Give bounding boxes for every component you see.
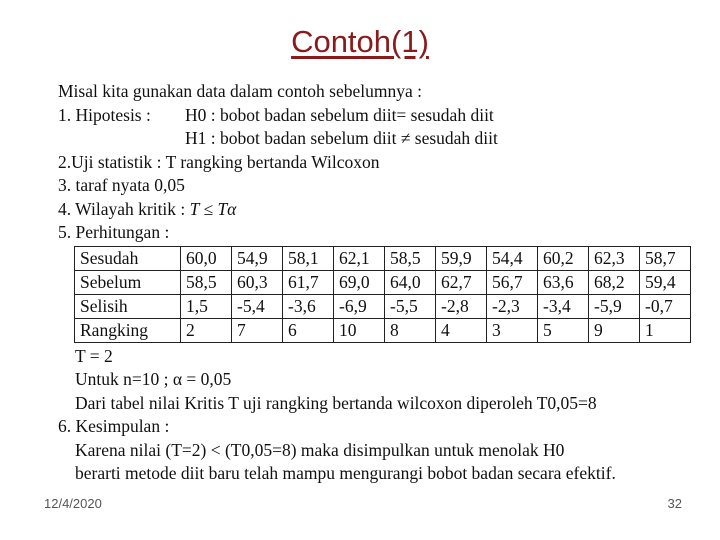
table-cell: 62,1: [334, 246, 385, 270]
wilayah-kritik-label: 4. Wilayah kritik :: [58, 198, 186, 219]
table-row: [75, 294, 691, 318]
table-cell: 58,5: [385, 246, 436, 270]
conclusion-line-1: Karena nilai (T=2) < (T0,05=8) maka disimpulkan untuk menolak H0: [75, 439, 565, 460]
table-cell: 64,0: [385, 270, 436, 294]
table-cell: 10: [334, 318, 385, 342]
table-cell: 54,4: [487, 246, 538, 270]
table-cell: 1: [640, 318, 691, 342]
intro-text: Misal kita gunakan data dalam contoh sebelumnya :: [58, 81, 422, 101]
table-cell: 58,5: [181, 270, 232, 294]
critical-value-text: Dari tabel nilai Kritis T uji rangking bertanda wilcoxon diperoleh T0,05=8: [75, 392, 597, 413]
table-cell: 61,7: [283, 270, 334, 294]
step-kesimpulan: 6. Kesimpulan :: [58, 416, 170, 436]
table-cell: -2,8: [436, 294, 487, 318]
table-cell: 54,9: [232, 246, 283, 270]
table-cell: -2,3: [487, 294, 538, 318]
slide-title: Contoh(1): [291, 24, 429, 59]
step-taraf-nyata: 3. taraf nyata 0,05: [58, 175, 185, 195]
step-wilayah-kritik: [58, 198, 698, 222]
row-label: Selisih: [75, 294, 181, 318]
table-cell: -6,9: [334, 294, 385, 318]
table-cell: -5,5: [385, 294, 436, 318]
table-cell: 6: [283, 318, 334, 342]
table-cell: 4: [436, 318, 487, 342]
table-cell: 63,6: [538, 270, 589, 294]
data-table: [74, 246, 691, 343]
table-cell: 56,7: [487, 270, 538, 294]
table-cell: -0,7: [640, 294, 691, 318]
wilayah-kritik-formula: T ≤ Tα: [189, 198, 237, 219]
hypothesis-block-2: [58, 127, 698, 151]
table-cell: 62,3: [589, 246, 640, 270]
table-row: [75, 318, 691, 342]
table-cell: -3,6: [283, 294, 334, 318]
table-cell: 8: [385, 318, 436, 342]
table-cell: 5: [538, 318, 589, 342]
step-uji-statistik: 2.Uji statistik : T rangking bertanda Wilcoxon: [58, 151, 380, 172]
footer-date: 12/4/2020: [44, 496, 102, 511]
slide-content: [58, 80, 698, 486]
table-cell: 59,9: [436, 246, 487, 270]
table-cell: 60,3: [232, 270, 283, 294]
table-cell: 59,4: [640, 270, 691, 294]
row-label: Rangking: [75, 318, 181, 342]
table-cell: 1,5: [181, 294, 232, 318]
t-value: T = 2: [75, 345, 113, 366]
row-label: Sesudah: [75, 246, 181, 270]
table-cell: 2: [181, 318, 232, 342]
table-cell: -5,4: [232, 294, 283, 318]
table-row: [75, 270, 691, 294]
table-cell: 60,2: [538, 246, 589, 270]
table-cell: 58,1: [283, 246, 334, 270]
page-number: 32: [667, 496, 682, 511]
sample-size-alpha: Untuk n=10 ; α = 0,05: [75, 369, 232, 389]
hypothesis-block: [58, 104, 698, 128]
conclusion-line-2: berarti metode diit baru telah mampu mengurangi bobot badan secara efektif.: [75, 463, 616, 483]
table-cell: -5,9: [589, 294, 640, 318]
table-cell: 3: [487, 318, 538, 342]
hypothesis-label: 1. Hipotesis :: [58, 104, 151, 125]
table-cell: -3,4: [538, 294, 589, 318]
hypothesis-h0: H0 : bobot badan sebelum diit= sesudah diit: [185, 104, 494, 125]
step-perhitungan: 5. Perhitungan :: [58, 222, 170, 242]
table-cell: 69,0: [334, 270, 385, 294]
hypothesis-h1: H1 : bobot badan sebelum diit ≠ sesudah diit: [185, 128, 498, 148]
table-cell: 9: [589, 318, 640, 342]
table-cell: 58,7: [640, 246, 691, 270]
table-cell: 7: [232, 318, 283, 342]
table-cell: 62,7: [436, 270, 487, 294]
row-label: Sebelum: [75, 270, 181, 294]
table-cell: 60,0: [181, 246, 232, 270]
table-row: [75, 246, 691, 270]
table-cell: 68,2: [589, 270, 640, 294]
